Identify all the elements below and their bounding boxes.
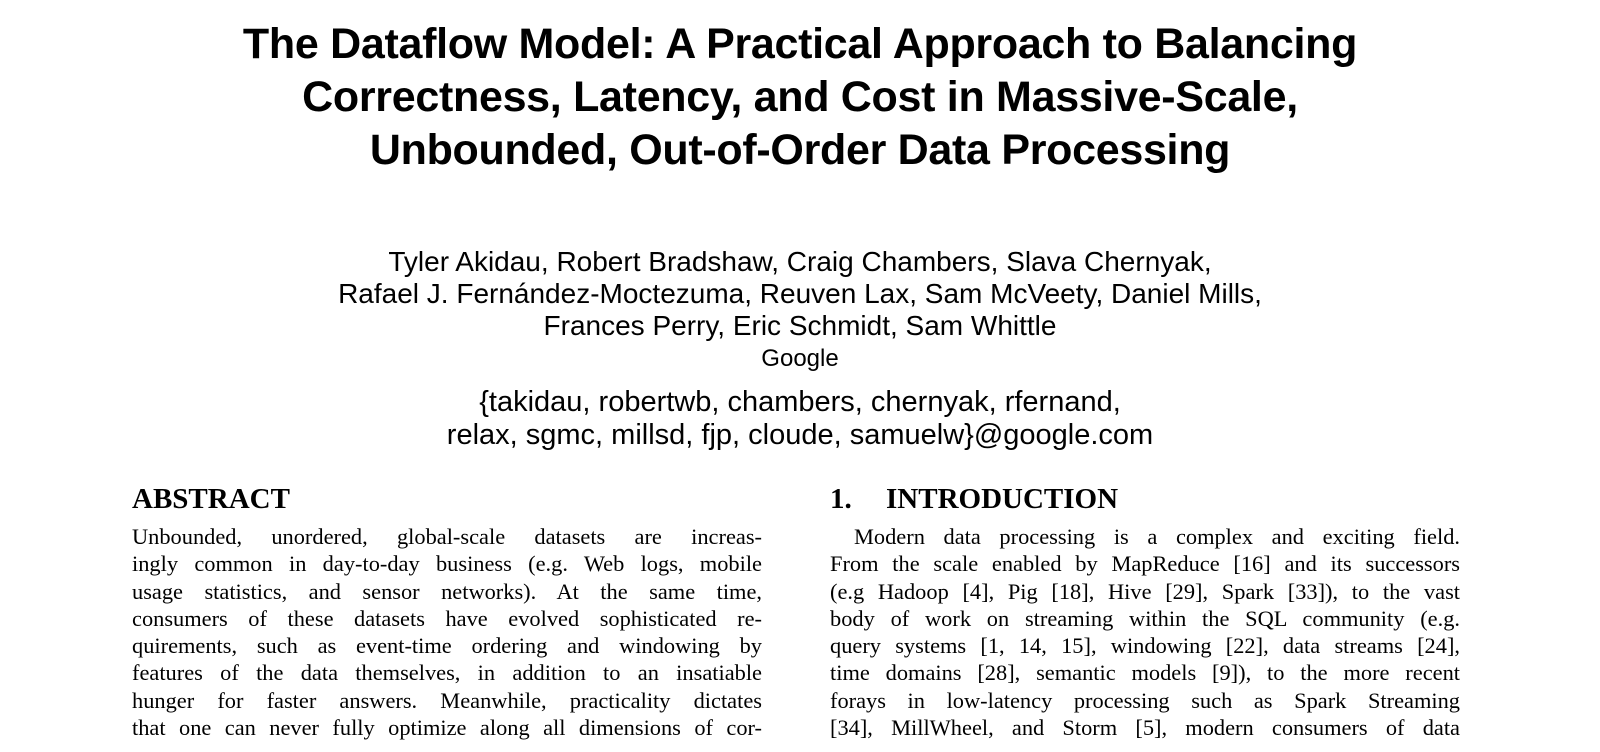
section-title: INTRODUCTION bbox=[886, 483, 1119, 515]
email-line: relax, sgmc, millsd, fjp, cloude, samuelw}@google.com bbox=[446, 419, 1154, 451]
introduction-line: query systems [1, 14, 15], windowing [22], data streams [24], bbox=[830, 633, 1460, 659]
introduction-line: time domains [28], semantic models [9]), to the more recent bbox=[830, 660, 1460, 686]
abstract-line: hunger for faster answers. Meanwhile, practicality dictates bbox=[132, 687, 762, 713]
section-number: 1. bbox=[830, 483, 852, 515]
abstract-section bbox=[132, 481, 762, 741]
abstract-heading: ABSTRACT bbox=[132, 483, 290, 515]
introduction-section bbox=[830, 481, 1460, 741]
abstract-line: features of the data themselves, in addition to an insatiable bbox=[132, 660, 762, 686]
abstract-line: consumers of these datasets have evolved sophisticated re- bbox=[132, 605, 762, 631]
introduction-line: Modern data processing is a complex and exciting field. bbox=[854, 524, 1460, 549]
author-line: Rafael J. Fernández-Moctezuma, Reuven Lax, Sam McVeety, Daniel Mills, bbox=[338, 278, 1262, 309]
affiliation: Google bbox=[761, 345, 839, 372]
title-line: Unbounded, Out-of-Order Data Processing bbox=[369, 126, 1231, 174]
author-emails bbox=[0, 386, 1600, 452]
title-line: The Dataflow Model: A Practical Approach to Balancing bbox=[242, 20, 1358, 68]
abstract-line: quirements, such as event-time ordering and windowing by bbox=[132, 633, 762, 659]
paper-title bbox=[0, 18, 1600, 177]
abstract-line: Unbounded, unordered, global-scale datasets are increas- bbox=[132, 524, 762, 549]
author-list bbox=[0, 246, 1600, 342]
author-line: Frances Perry, Eric Schmidt, Sam Whittle bbox=[543, 310, 1057, 341]
abstract-line: that one can never fully optimize along all dimensions of cor- bbox=[132, 715, 762, 741]
abstract-line: usage statistics, and sensor networks). At the same time, bbox=[132, 578, 762, 604]
abstract-line: ingly common in day-to-day business (e.g. Web logs, mobile bbox=[132, 551, 762, 577]
introduction-line: forays in low-latency processing such as Spark Streaming bbox=[830, 687, 1460, 713]
email-line: {takidau, robertwb, chambers, chernyak, rfernand, bbox=[479, 386, 1121, 418]
title-line: Correctness, Latency, and Cost in Massive-Scale, bbox=[302, 73, 1298, 121]
introduction-line: (e.g Hadoop [4], Pig [18], Hive [29], Spark [33]), to the vast bbox=[830, 578, 1460, 604]
author-line: Tyler Akidau, Robert Bradshaw, Craig Chambers, Slava Chernyak, bbox=[388, 246, 1212, 277]
introduction-heading bbox=[830, 481, 1460, 517]
introduction-line: [34], MillWheel, and Storm [5], modern consumers of data bbox=[830, 715, 1460, 741]
introduction-line: body of work on streaming within the SQL community (e.g. bbox=[830, 605, 1460, 631]
introduction-line: From the scale enabled by MapReduce [16] and its successors bbox=[830, 551, 1460, 577]
